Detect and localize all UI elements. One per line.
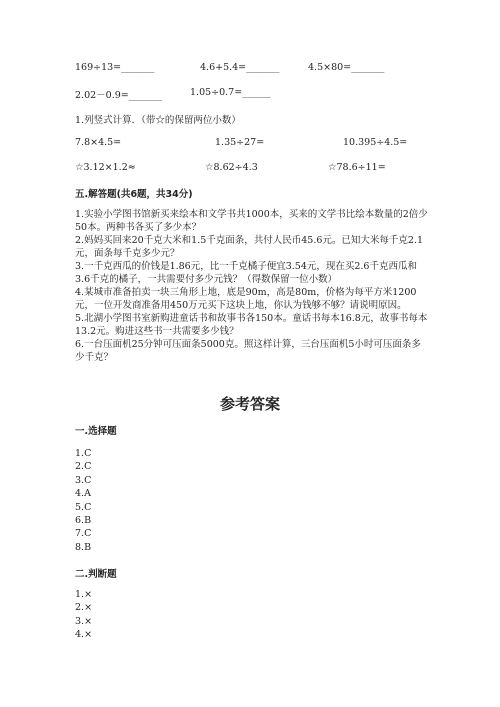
problem-item: 6.一台压面机25分钟可压面条5000克。照这样计算，三台压面机5小时可压面条多少千克？: [75, 339, 421, 363]
vertical-item: ☆8.62÷4.3: [205, 162, 258, 173]
problem-item: 1.实验小学图书馆新买来绘本和文学书共1000本，买来的文学书比绘本数量的2倍少50本。两种书各买了多少本？: [75, 209, 428, 233]
answer-item: 7.C: [75, 528, 92, 540]
vertical-calc-instruction: 1.列竖式计算．（带☆的保留两位小数）: [75, 115, 241, 126]
calc-item: 169÷13=_______: [75, 62, 155, 73]
judge-answer-list: [75, 588, 92, 642]
choice-answer-list: [75, 447, 91, 554]
vertical-item: ☆78.6÷11=: [328, 162, 386, 173]
problem-item: 4.某城市准备拍卖一块三角形上地，底是90m，高是80m，价格为每平方米1200元，一位开发商准备用450万元买下这块上地，你认为钱够不够？请说明原因。: [75, 287, 417, 311]
vertical-item: ☆3.12×1.2≈: [75, 162, 136, 173]
section5-heading: 五.解答题(共6题，共34分): [75, 189, 193, 200]
vertical-item: 7.8×4.5=: [75, 137, 122, 148]
answer-item: 6.B: [75, 515, 92, 527]
vertical-item: 10.395÷4.5=: [343, 137, 408, 148]
problem-list: [75, 208, 430, 364]
calc-item: 2.02－0.9=_______: [75, 90, 162, 101]
section2-heading: 二.判断题: [75, 569, 117, 580]
answer-title: 参考答案: [219, 395, 280, 413]
answer-item: 2.C: [75, 461, 92, 473]
answer-item: 5.C: [75, 501, 92, 513]
calc-item: 4.6+5.4=_______: [200, 62, 280, 73]
calc-item: 1.05÷0.7=______: [190, 87, 271, 98]
answer-item: 3.C: [75, 474, 92, 486]
problem-item: 2.妈妈买回来20千克大米和1.5千克面条，共付人民币45.6元。已知大米每千克2.1元，面条每千克多少元？: [75, 235, 424, 259]
answer-item: 4.×: [75, 629, 93, 641]
answer-item: 3.×: [75, 615, 93, 627]
calc-item: 4.5×80=_______: [308, 62, 385, 73]
answer-item: 4.A: [75, 488, 91, 500]
problem-item: 5.北湖小学图书室新购进童话书和故事书各150本。童话书每本16.8元，故事书每本13.2元。购进这些书一共需要多少钱？: [75, 313, 428, 337]
answer-item: 1.C: [75, 448, 92, 459]
answer-item: 2.×: [75, 602, 93, 614]
section1-heading: 一.选择题: [75, 426, 117, 437]
answer-item: 1.×: [75, 589, 93, 600]
vertical-item: 1.35÷27=: [215, 137, 265, 148]
answer-item: 8.B: [75, 541, 92, 553]
problem-item: 3.一千克西瓜的价钱是1.86元，比一千克橘子便宜3.54元，现在买2.6千克西瓜和3.6千克的橘子，一共需要付多少元钱？（得数保留一位小数）: [75, 261, 417, 285]
